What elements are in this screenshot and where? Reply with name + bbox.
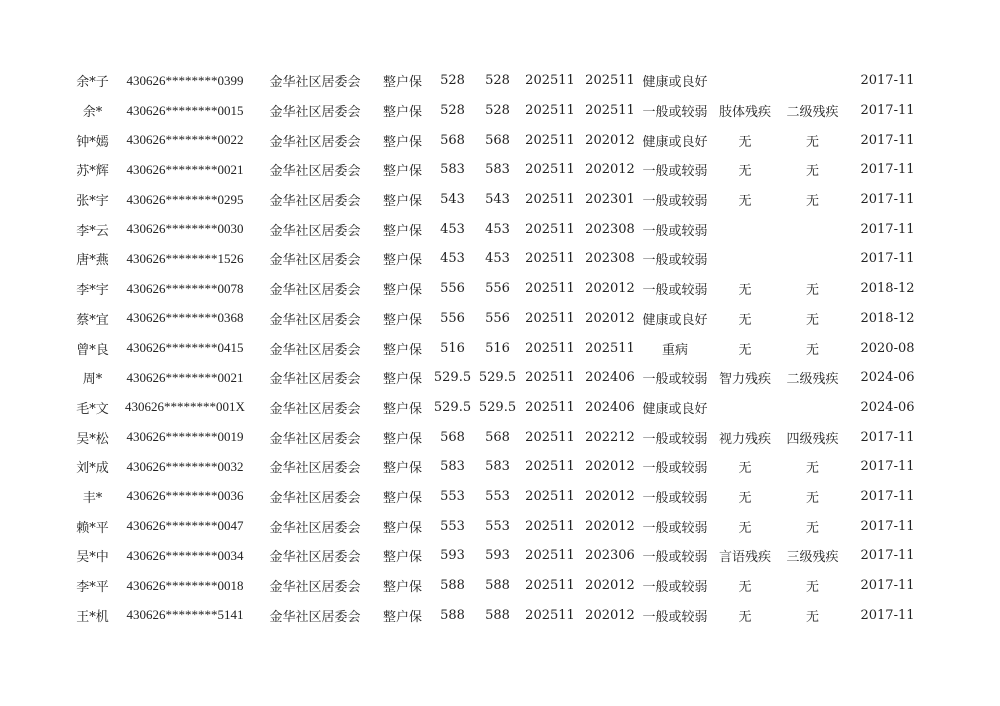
health-status-cell: 一般或较弱 bbox=[642, 490, 708, 506]
disability-level-cell bbox=[780, 214, 845, 244]
coverage-type-cell: 整户保 bbox=[382, 342, 422, 358]
disability-type-cell bbox=[710, 244, 780, 274]
disability-type-cell: 视力残疾 bbox=[718, 431, 771, 447]
coverage-type-cell: 整户保 bbox=[382, 253, 422, 269]
issue-month-cell: 202511 bbox=[525, 103, 575, 119]
name-cell: 李*平 bbox=[76, 580, 109, 596]
beneficiary-table bbox=[70, 66, 930, 630]
community-cell: 金华社区居委会 bbox=[269, 342, 361, 358]
issue-month-cell: 202511 bbox=[525, 518, 575, 534]
issue-month-cell: 202511 bbox=[525, 607, 575, 623]
id-number-cell: 430626********0415 bbox=[126, 340, 244, 356]
date-cell: 2018-12 bbox=[860, 310, 915, 326]
coverage-type-cell: 整户保 bbox=[382, 431, 422, 447]
date-cell: 2017-11 bbox=[860, 429, 915, 445]
date-cell: 2017-11 bbox=[860, 73, 915, 89]
table-row bbox=[70, 452, 930, 482]
disability-type-cell: 肢体残疾 bbox=[718, 105, 771, 121]
community-cell: 金华社区居委会 bbox=[269, 223, 361, 239]
id-number-cell: 430626********0018 bbox=[126, 577, 244, 593]
amount-cell: 543 bbox=[440, 192, 465, 208]
disability-level-cell: 三级残疾 bbox=[786, 550, 839, 566]
id-number-cell: 430626********0295 bbox=[126, 191, 244, 207]
id-number-cell: 430626********0078 bbox=[126, 280, 244, 296]
health-status-cell: 一般或较弱 bbox=[642, 461, 708, 477]
disability-level-cell: 无 bbox=[805, 134, 819, 150]
date-cell: 2017-11 bbox=[860, 607, 915, 623]
disability-level-cell: 二级残疾 bbox=[786, 105, 839, 121]
amount-cell: 583 bbox=[440, 162, 465, 178]
id-number-cell: 430626********1526 bbox=[126, 250, 244, 266]
start-month-cell: 202012 bbox=[585, 607, 635, 623]
table-row bbox=[70, 155, 930, 185]
table-row bbox=[70, 422, 930, 452]
coverage-type-cell: 整户保 bbox=[382, 134, 422, 150]
amount-cell: 516 bbox=[440, 340, 465, 356]
issue-month-cell: 202511 bbox=[525, 132, 575, 148]
disability-level-cell: 二级残疾 bbox=[786, 372, 839, 388]
date-cell: 2017-11 bbox=[860, 103, 915, 119]
issue-month-cell: 202511 bbox=[525, 73, 575, 89]
issue-month-cell: 202511 bbox=[525, 192, 575, 208]
name-cell: 蔡*宜 bbox=[76, 312, 109, 328]
total-amount-cell: 453 bbox=[485, 221, 510, 237]
date-cell: 2017-11 bbox=[860, 221, 915, 237]
name-cell: 毛*文 bbox=[76, 401, 109, 417]
disability-level-cell bbox=[780, 393, 845, 423]
coverage-type-cell: 整户保 bbox=[382, 75, 422, 91]
total-amount-cell: 543 bbox=[485, 192, 510, 208]
date-cell: 2017-11 bbox=[860, 548, 915, 564]
name-cell: 张*宇 bbox=[76, 194, 109, 210]
id-number-cell: 430626********0032 bbox=[126, 458, 244, 474]
community-cell: 金华社区居委会 bbox=[269, 372, 361, 388]
health-status-cell: 重病 bbox=[661, 342, 688, 358]
disability-level-cell: 无 bbox=[805, 580, 819, 596]
total-amount-cell: 593 bbox=[485, 548, 510, 564]
community-cell: 金华社区居委会 bbox=[269, 253, 361, 269]
id-number-cell: 430626********0399 bbox=[126, 72, 244, 88]
community-cell: 金华社区居委会 bbox=[269, 164, 361, 180]
coverage-type-cell: 整户保 bbox=[382, 194, 422, 210]
disability-type-cell: 无 bbox=[738, 342, 752, 358]
name-cell: 吴*中 bbox=[76, 550, 109, 566]
date-cell: 2018-12 bbox=[860, 281, 915, 297]
issue-month-cell: 202511 bbox=[525, 310, 575, 326]
coverage-type-cell: 整户保 bbox=[382, 550, 422, 566]
health-status-cell: 一般或较弱 bbox=[642, 223, 708, 239]
community-cell: 金华社区居委会 bbox=[269, 105, 361, 121]
id-number-cell: 430626********0022 bbox=[126, 132, 244, 148]
community-cell: 金华社区居委会 bbox=[269, 194, 361, 210]
disability-level-cell: 无 bbox=[805, 461, 819, 477]
total-amount-cell: 529.5 bbox=[478, 370, 517, 386]
table-row bbox=[70, 571, 930, 601]
start-month-cell: 202012 bbox=[585, 162, 635, 178]
health-status-cell: 一般或较弱 bbox=[642, 550, 708, 566]
coverage-type-cell: 整户保 bbox=[382, 609, 422, 625]
table-row bbox=[70, 214, 930, 244]
id-number-cell: 430626********0036 bbox=[126, 488, 244, 504]
disability-type-cell: 无 bbox=[738, 134, 752, 150]
coverage-type-cell: 整户保 bbox=[382, 490, 422, 506]
health-status-cell: 一般或较弱 bbox=[642, 609, 708, 625]
start-month-cell: 202511 bbox=[585, 340, 635, 356]
amount-cell: 529.5 bbox=[433, 370, 472, 386]
health-status-cell: 一般或较弱 bbox=[642, 372, 708, 388]
health-status-cell: 一般或较弱 bbox=[642, 283, 708, 299]
amount-cell: 568 bbox=[440, 429, 465, 445]
community-cell: 金华社区居委会 bbox=[269, 520, 361, 536]
amount-cell: 593 bbox=[440, 548, 465, 564]
health-status-cell: 一般或较弱 bbox=[642, 105, 708, 121]
amount-cell: 529.5 bbox=[433, 399, 472, 415]
start-month-cell: 202012 bbox=[585, 281, 635, 297]
disability-type-cell bbox=[710, 393, 780, 423]
date-cell: 2017-11 bbox=[860, 162, 915, 178]
health-status-cell: 健康或良好 bbox=[642, 312, 708, 328]
date-cell: 2020-08 bbox=[860, 340, 915, 356]
issue-month-cell: 202511 bbox=[525, 251, 575, 267]
disability-type-cell: 无 bbox=[738, 580, 752, 596]
amount-cell: 453 bbox=[440, 221, 465, 237]
date-cell: 2017-11 bbox=[860, 251, 915, 267]
table-row bbox=[70, 66, 930, 96]
start-month-cell: 202301 bbox=[585, 192, 635, 208]
table-row bbox=[70, 600, 930, 630]
disability-level-cell: 无 bbox=[805, 342, 819, 358]
name-cell: 曾*良 bbox=[76, 342, 109, 358]
health-status-cell: 一般或较弱 bbox=[642, 431, 708, 447]
id-number-cell: 430626********0368 bbox=[126, 310, 244, 326]
id-number-cell: 430626********0019 bbox=[126, 429, 244, 445]
issue-month-cell: 202511 bbox=[525, 459, 575, 475]
total-amount-cell: 516 bbox=[485, 340, 510, 356]
id-number-cell: 430626********0047 bbox=[126, 518, 244, 534]
date-cell: 2024-06 bbox=[860, 370, 915, 386]
disability-type-cell: 无 bbox=[738, 283, 752, 299]
community-cell: 金华社区居委会 bbox=[269, 490, 361, 506]
table-row bbox=[70, 511, 930, 541]
total-amount-cell: 568 bbox=[485, 429, 510, 445]
name-cell: 唐*燕 bbox=[76, 253, 109, 269]
table-row bbox=[70, 96, 930, 126]
amount-cell: 453 bbox=[440, 251, 465, 267]
name-cell: 周* bbox=[82, 372, 103, 388]
id-number-cell: 430626********5141 bbox=[126, 607, 244, 623]
disability-type-cell: 无 bbox=[738, 461, 752, 477]
table-row bbox=[70, 482, 930, 512]
disability-level-cell: 无 bbox=[805, 283, 819, 299]
community-cell: 金华社区居委会 bbox=[269, 75, 361, 91]
start-month-cell: 202308 bbox=[585, 221, 635, 237]
community-cell: 金华社区居委会 bbox=[269, 550, 361, 566]
community-cell: 金华社区居委会 bbox=[269, 609, 361, 625]
date-cell: 2024-06 bbox=[860, 399, 915, 415]
health-status-cell: 一般或较弱 bbox=[642, 520, 708, 536]
disability-type-cell: 智力残疾 bbox=[718, 372, 771, 388]
disability-level-cell: 无 bbox=[805, 312, 819, 328]
community-cell: 金华社区居委会 bbox=[269, 431, 361, 447]
amount-cell: 588 bbox=[440, 578, 465, 594]
start-month-cell: 202012 bbox=[585, 518, 635, 534]
health-status-cell: 一般或较弱 bbox=[642, 164, 708, 180]
name-cell: 余* bbox=[82, 105, 103, 121]
date-cell: 2017-11 bbox=[860, 459, 915, 475]
total-amount-cell: 453 bbox=[485, 251, 510, 267]
health-status-cell: 一般或较弱 bbox=[642, 253, 708, 269]
disability-type-cell: 无 bbox=[738, 520, 752, 536]
amount-cell: 556 bbox=[440, 281, 465, 297]
start-month-cell: 202012 bbox=[585, 310, 635, 326]
table-row bbox=[70, 541, 930, 571]
total-amount-cell: 553 bbox=[485, 518, 510, 534]
name-cell: 王*机 bbox=[76, 609, 109, 625]
disability-level-cell: 无 bbox=[805, 520, 819, 536]
total-amount-cell: 556 bbox=[485, 310, 510, 326]
table-row bbox=[70, 333, 930, 363]
start-month-cell: 202511 bbox=[585, 73, 635, 89]
issue-month-cell: 202511 bbox=[525, 548, 575, 564]
issue-month-cell: 202511 bbox=[525, 221, 575, 237]
name-cell: 余*子 bbox=[76, 75, 109, 91]
issue-month-cell: 202511 bbox=[525, 370, 575, 386]
name-cell: 钟*嫣 bbox=[76, 134, 109, 150]
id-number-cell: 430626********0015 bbox=[126, 102, 244, 118]
table-row bbox=[70, 363, 930, 393]
total-amount-cell: 568 bbox=[485, 132, 510, 148]
coverage-type-cell: 整户保 bbox=[382, 223, 422, 239]
start-month-cell: 202212 bbox=[585, 429, 635, 445]
id-number-cell: 430626********0021 bbox=[126, 369, 244, 385]
coverage-type-cell: 整户保 bbox=[382, 283, 422, 299]
id-number-cell: 430626********0034 bbox=[126, 547, 244, 563]
start-month-cell: 202406 bbox=[585, 399, 635, 415]
total-amount-cell: 528 bbox=[485, 73, 510, 89]
coverage-type-cell: 整户保 bbox=[382, 372, 422, 388]
date-cell: 2017-11 bbox=[860, 192, 915, 208]
disability-level-cell bbox=[780, 66, 845, 96]
disability-type-cell: 无 bbox=[738, 164, 752, 180]
coverage-type-cell: 整户保 bbox=[382, 401, 422, 417]
total-amount-cell: 588 bbox=[485, 607, 510, 623]
disability-level-cell bbox=[780, 244, 845, 274]
coverage-type-cell: 整户保 bbox=[382, 461, 422, 477]
issue-month-cell: 202511 bbox=[525, 399, 575, 415]
amount-cell: 553 bbox=[440, 518, 465, 534]
date-cell: 2017-11 bbox=[860, 488, 915, 504]
amount-cell: 553 bbox=[440, 488, 465, 504]
name-cell: 吴*松 bbox=[76, 431, 109, 447]
issue-month-cell: 202511 bbox=[525, 429, 575, 445]
issue-month-cell: 202511 bbox=[525, 281, 575, 297]
date-cell: 2017-11 bbox=[860, 578, 915, 594]
table-row bbox=[70, 125, 930, 155]
health-status-cell: 一般或较弱 bbox=[642, 194, 708, 210]
name-cell: 刘*成 bbox=[76, 461, 109, 477]
name-cell: 李*宇 bbox=[76, 283, 109, 299]
disability-type-cell bbox=[710, 214, 780, 244]
coverage-type-cell: 整户保 bbox=[382, 520, 422, 536]
coverage-type-cell: 整户保 bbox=[382, 312, 422, 328]
health-status-cell: 健康或良好 bbox=[642, 401, 708, 417]
issue-month-cell: 202511 bbox=[525, 162, 575, 178]
community-cell: 金华社区居委会 bbox=[269, 401, 361, 417]
community-cell: 金华社区居委会 bbox=[269, 461, 361, 477]
disability-type-cell bbox=[710, 66, 780, 96]
total-amount-cell: 528 bbox=[485, 103, 510, 119]
issue-month-cell: 202511 bbox=[525, 578, 575, 594]
id-number-cell: 430626********0030 bbox=[126, 221, 244, 237]
amount-cell: 583 bbox=[440, 459, 465, 475]
start-month-cell: 202406 bbox=[585, 370, 635, 386]
disability-level-cell: 无 bbox=[805, 194, 819, 210]
date-cell: 2017-11 bbox=[860, 518, 915, 534]
coverage-type-cell: 整户保 bbox=[382, 580, 422, 596]
coverage-type-cell: 整户保 bbox=[382, 105, 422, 121]
total-amount-cell: 583 bbox=[485, 162, 510, 178]
start-month-cell: 202306 bbox=[585, 548, 635, 564]
community-cell: 金华社区居委会 bbox=[269, 134, 361, 150]
amount-cell: 568 bbox=[440, 132, 465, 148]
start-month-cell: 202012 bbox=[585, 132, 635, 148]
table-row bbox=[70, 185, 930, 215]
date-cell: 2017-11 bbox=[860, 132, 915, 148]
name-cell: 赖*平 bbox=[76, 520, 109, 536]
total-amount-cell: 583 bbox=[485, 459, 510, 475]
issue-month-cell: 202511 bbox=[525, 340, 575, 356]
amount-cell: 528 bbox=[440, 73, 465, 89]
health-status-cell: 一般或较弱 bbox=[642, 580, 708, 596]
table-row bbox=[70, 393, 930, 423]
disability-type-cell: 无 bbox=[738, 490, 752, 506]
disability-level-cell: 无 bbox=[805, 164, 819, 180]
table-row bbox=[70, 244, 930, 274]
start-month-cell: 202012 bbox=[585, 488, 635, 504]
start-month-cell: 202308 bbox=[585, 251, 635, 267]
community-cell: 金华社区居委会 bbox=[269, 283, 361, 299]
disability-type-cell: 无 bbox=[738, 609, 752, 625]
health-status-cell: 健康或良好 bbox=[642, 134, 708, 150]
coverage-type-cell: 整户保 bbox=[382, 164, 422, 180]
id-number-cell: 430626********001X bbox=[125, 399, 245, 415]
start-month-cell: 202012 bbox=[585, 578, 635, 594]
community-cell: 金华社区居委会 bbox=[269, 312, 361, 328]
table-row bbox=[70, 304, 930, 334]
total-amount-cell: 588 bbox=[485, 578, 510, 594]
disability-level-cell: 无 bbox=[805, 490, 819, 506]
start-month-cell: 202012 bbox=[585, 459, 635, 475]
name-cell: 苏*辉 bbox=[76, 164, 109, 180]
community-cell: 金华社区居委会 bbox=[269, 580, 361, 596]
disability-level-cell: 四级残疾 bbox=[786, 431, 839, 447]
total-amount-cell: 529.5 bbox=[478, 399, 517, 415]
name-cell: 丰* bbox=[82, 490, 103, 506]
amount-cell: 588 bbox=[440, 607, 465, 623]
disability-level-cell: 无 bbox=[805, 609, 819, 625]
total-amount-cell: 556 bbox=[485, 281, 510, 297]
disability-type-cell: 无 bbox=[738, 194, 752, 210]
disability-type-cell: 言语残疾 bbox=[718, 550, 771, 566]
start-month-cell: 202511 bbox=[585, 103, 635, 119]
name-cell: 李*云 bbox=[76, 223, 109, 239]
health-status-cell: 健康或良好 bbox=[642, 75, 708, 91]
id-number-cell: 430626********0021 bbox=[126, 161, 244, 177]
amount-cell: 556 bbox=[440, 310, 465, 326]
total-amount-cell: 553 bbox=[485, 488, 510, 504]
table-row bbox=[70, 274, 930, 304]
issue-month-cell: 202511 bbox=[525, 488, 575, 504]
disability-type-cell: 无 bbox=[738, 312, 752, 328]
amount-cell: 528 bbox=[440, 103, 465, 119]
